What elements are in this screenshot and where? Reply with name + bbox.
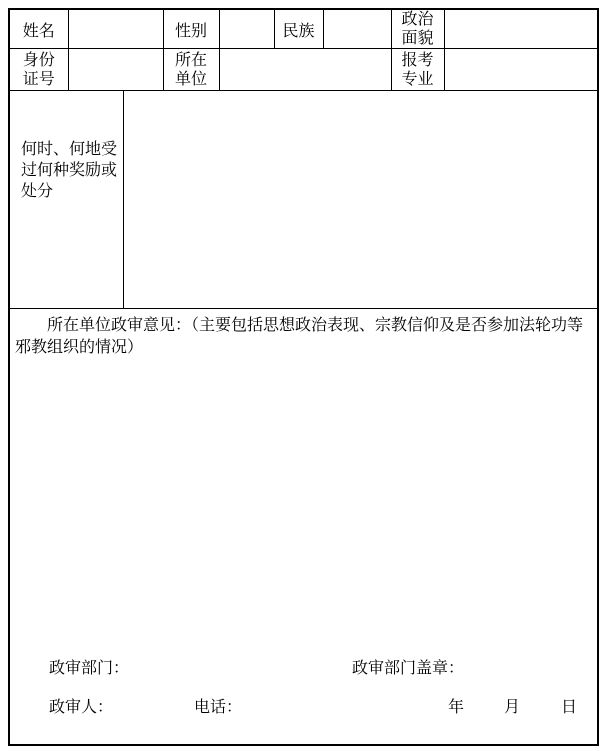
review-dept-label: 政审部门： xyxy=(49,660,130,677)
awards-field[interactable] xyxy=(123,91,598,309)
name-field[interactable] xyxy=(68,9,163,49)
political-status-label: 政治面貌 xyxy=(391,9,444,49)
political-status-field[interactable] xyxy=(444,9,598,49)
work-unit-label: 所在单位 xyxy=(163,49,219,91)
reviewer-label: 政审人： xyxy=(49,699,114,716)
gender-label: 性别 xyxy=(163,9,219,49)
date-year-label: 年 xyxy=(448,699,465,716)
row-awards xyxy=(9,91,598,309)
applied-major-field[interactable] xyxy=(444,49,598,91)
date-month-label: 月 xyxy=(504,699,521,716)
ethnicity-label: 民族 xyxy=(274,9,323,49)
phone-label: 电话： xyxy=(194,699,243,716)
gender-field[interactable] xyxy=(219,9,274,49)
political-review-form-table xyxy=(8,8,599,746)
opinion-section xyxy=(9,309,598,745)
name-label: 姓名 xyxy=(9,9,68,49)
row-opinion xyxy=(9,309,598,745)
date-day-label: 日 xyxy=(561,699,578,716)
review-dept-seal-label: 政审部门盖章： xyxy=(352,660,465,677)
row-personal-info-1 xyxy=(9,9,598,49)
work-unit-field[interactable] xyxy=(219,49,391,91)
opinion-label: 所在单位政审意见：（主要包括思想政治表现、宗教信仰及是否参加法轮功等邪教组织的情况） xyxy=(15,317,584,356)
id-number-label: 身份证号 xyxy=(9,49,68,91)
ethnicity-field[interactable] xyxy=(323,9,391,49)
applied-major-label: 报考专业 xyxy=(391,49,444,91)
awards-label: 何时、何地受过何种奖励或处分 xyxy=(9,91,123,309)
row-personal-info-2 xyxy=(9,49,598,91)
id-number-field[interactable] xyxy=(68,49,163,91)
